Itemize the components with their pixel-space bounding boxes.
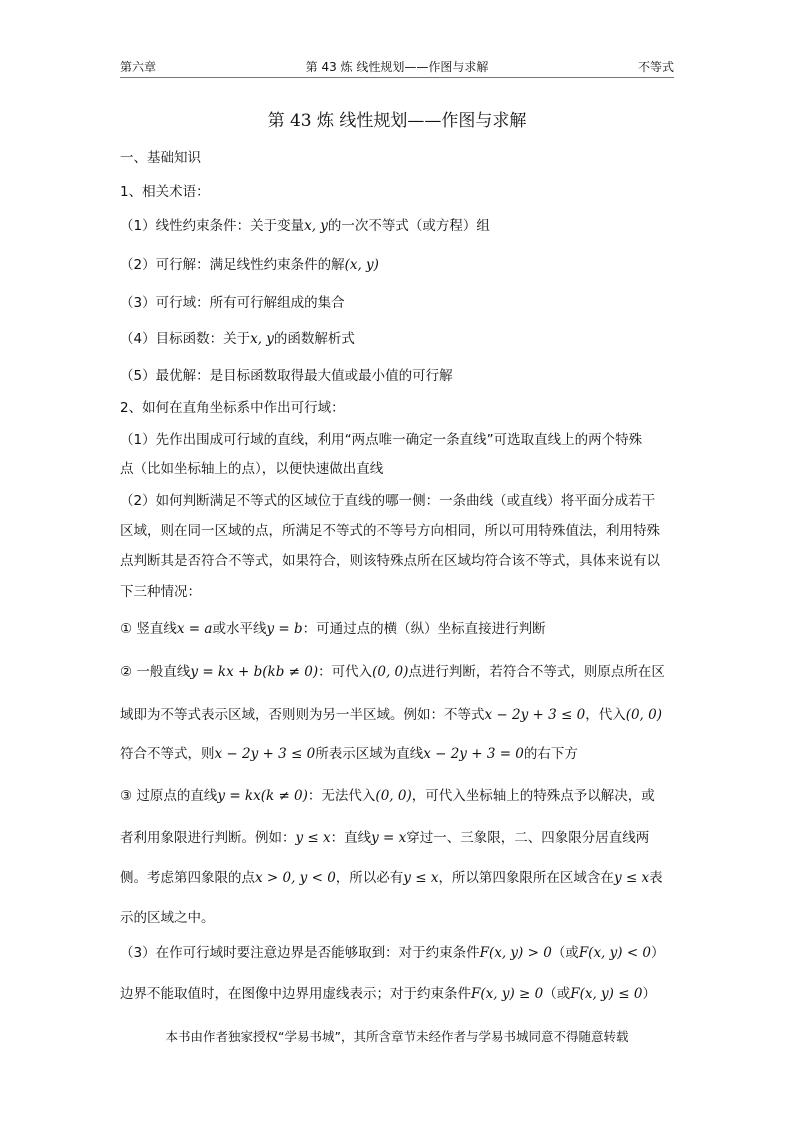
term-optimal: （5）最优解：是目标函数取得最大值或最小值的可行解	[120, 368, 453, 384]
case-text: 者利用象限进行判断。例如：	[120, 830, 296, 846]
page-footer: 本书由作者独家授权“学易书城”，其所含章节未经作者与学易书城同意不得随意转载	[165, 1029, 629, 1044]
math-expr: y = kx(k ≠ 0)	[217, 788, 308, 804]
note-text: 边界不能取值时，在图像中边界用虚线表示；对于约束条件	[120, 986, 471, 1002]
math-expr: (0, 0)	[372, 664, 409, 680]
math-expr: y ≤ x	[403, 870, 439, 886]
math-expr: x − 2y + 3 ≤ 0	[214, 746, 316, 762]
case-text: 侧。考虑第四象限的点	[120, 870, 255, 886]
paragraph-line: 点判断其是否符合不等式，如果符合，则该特殊点所在区域均符合该不等式，具体来说有以	[120, 553, 660, 569]
case-text: ：可通过点的横（纵）坐标直接进行判断	[302, 621, 546, 637]
term-text: （1）线性约束条件：关于变量	[120, 218, 305, 234]
note-text: ）	[651, 945, 665, 961]
term-feasible-region: （3）可行域：所有可行解组成的集合	[120, 295, 345, 311]
header-rule	[120, 77, 674, 78]
section-heading: 一、基础知识	[120, 150, 201, 166]
term-text: 的函数解析式	[273, 331, 355, 347]
math-expr: (x, y)	[344, 257, 379, 273]
case-text: ① 竖直线	[120, 621, 177, 637]
paragraph-line: 区域，则在同一区域的点，所满足不等式的不等号方向相同，所以可用特殊值法，利用特殊	[120, 523, 660, 539]
math-expr: x > 0, y < 0	[255, 870, 336, 886]
note-text: （或	[551, 945, 579, 961]
case-text: ，所以必有	[335, 870, 404, 886]
paragraph-line: 点（比如坐标轴上的点），以便快速做出直线	[120, 461, 384, 477]
paragraph-line: （2）如何判断满足不等式的区域位于直线的哪一侧：一条曲线（或直线）将平面分成若干	[120, 493, 656, 509]
boundary-note	[120, 941, 665, 961]
paragraph-line: 下三种情况：	[120, 584, 201, 600]
term-text: （4）目标函数：关于	[120, 331, 251, 347]
math-expr: x = a	[176, 621, 213, 637]
math-expr: F(x, y) < 0	[578, 945, 652, 961]
term-feasible-solution	[120, 253, 379, 273]
subsection-howto: 2、如何在直角坐标系中作出可行域：	[120, 400, 345, 416]
case-text: 或水平线	[212, 621, 267, 637]
case-general-line	[120, 660, 665, 680]
case-general-line-cont	[120, 742, 578, 762]
case-text: ：直线	[330, 830, 372, 846]
case-origin-line-cont	[120, 866, 663, 886]
case-text: ，代入	[585, 707, 626, 723]
math-expr: y ≤ x	[295, 830, 331, 846]
case-text: 所表示区域为直线	[315, 746, 424, 762]
math-expr: x − 2y + 3 ≤ 0	[484, 707, 586, 723]
math-expr: y ≤ x	[613, 870, 650, 886]
note-text: （3）在作可行域时要注意边界是否能够取到：对于约束条件	[120, 945, 480, 961]
math-expr: x, y	[250, 331, 274, 347]
header-topic: 不等式	[637, 60, 674, 74]
note-text: ）	[642, 986, 656, 1002]
case-text: 域即为不等式表示区域，否则则为另一半区域。例如：不等式	[120, 707, 485, 723]
header-chapter: 第六章	[120, 60, 157, 74]
case-text: 表	[649, 870, 663, 886]
case-text: ，所以第四象限所在区域含在	[438, 870, 614, 886]
math-expr: (0, 0)	[375, 788, 412, 804]
case-text: 符合不等式，则	[120, 746, 215, 762]
math-expr: F(x, y) ≥ 0	[471, 986, 544, 1002]
case-text: 穿过一、三象限，二、四象限分居直线两	[406, 830, 650, 846]
term-text: 的一次不等式（或方程）组	[327, 218, 490, 234]
case-general-line-cont	[120, 703, 662, 723]
case-text: ② 一般直线	[120, 664, 191, 680]
case-origin-line-cont	[120, 826, 649, 846]
math-expr: F(x, y) ≤ 0	[570, 986, 643, 1002]
math-expr: y = x	[371, 830, 407, 846]
page-title: 第 43 炼 线性规划——作图与求解	[267, 111, 527, 131]
page-header	[120, 58, 674, 76]
math-expr: x − 2y + 3 = 0	[423, 746, 524, 762]
header-title: 第 43 炼 线性规划——作图与求解	[305, 60, 489, 74]
case-origin-line	[120, 784, 655, 804]
subsection-terms: 1、相关术语：	[120, 184, 210, 200]
math-expr: F(x, y) > 0	[479, 945, 552, 961]
case-text: 点进行判断，若符合不等式，则原点所在区	[408, 664, 665, 680]
case-text: ：可代入	[318, 664, 373, 680]
term-constraints	[120, 214, 490, 234]
math-expr: y = b	[266, 621, 303, 637]
case-text: 的右下方	[523, 746, 578, 762]
case-origin-line-cont: 示的区域之中。	[120, 910, 215, 926]
case-vertical-horizontal	[120, 617, 546, 637]
note-text: （或	[543, 986, 571, 1002]
case-text: ：无法代入	[307, 788, 376, 804]
boundary-note-cont	[120, 982, 656, 1002]
math-expr: (0, 0)	[625, 707, 662, 723]
term-text: （2）可行解：满足线性约束条件的解	[120, 257, 345, 273]
paragraph-line: （1）先作出围成可行域的直线，利用“两点唯一确定一条直线”可选取直线上的两个特殊	[120, 432, 643, 448]
term-objective	[120, 327, 355, 347]
case-text: ，可代入坐标轴上的特殊点予以解决，或	[411, 788, 655, 804]
case-text: ③ 过原点的直线	[120, 788, 218, 804]
math-expr: x, y	[304, 218, 328, 234]
math-expr: y = kx + b(kb ≠ 0)	[190, 664, 319, 680]
